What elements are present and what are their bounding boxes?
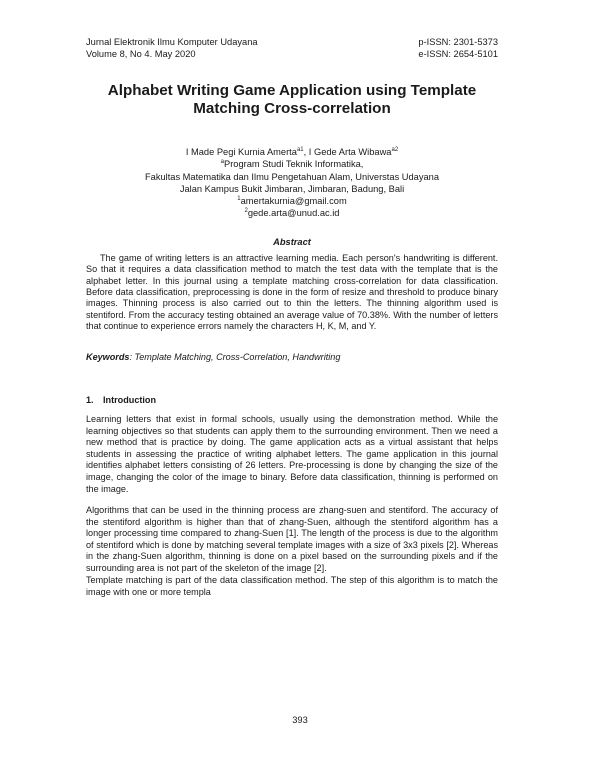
body-paragraph: Template matching is part of the data classification method. The step of this algorithm is to match the image with one or more templa [86, 575, 498, 597]
affiliation-faculty: Fakultas Matematika dan Ilmu Pengetahuan Alam, Universtas Udayana [144, 171, 440, 182]
print-issn: p-ISSN: 2301-5373 [418, 37, 498, 47]
program-name: Program Studi Teknik Informatika, [224, 159, 364, 170]
author-1-sup: a1 [296, 146, 304, 153]
author-1: I Made Pegi Kurnia Amerta [185, 147, 297, 157]
email-2-line [86, 207, 498, 219]
electronic-issn: e-ISSN: 2654-5101 [418, 49, 498, 59]
section-title: Introduction [103, 395, 157, 405]
body-paragraph: Learning letters that exist in formal schools, usually using the demonstration method. While the learning objectives so that students can apply them to the surrounding environment. Then we need a new method that is practice by doing. The game application acts as a virtual assistant that helps students in assessing the practice of writing alphabet letters. The game application in this journal identifies alphabet letters consisting of 26 letters. Pre-processing is done by changing the size of the image, changing the color of the image to binary. Before data classification, thinning is performed on the image. [86, 414, 498, 494]
journal-volume: Volume 8, No 4. May 2020 [86, 49, 196, 59]
page-number: 393 [292, 715, 308, 725]
keywords-text: : Template Matching, Cross-Correlation, Handwriting [129, 352, 341, 362]
running-header-left [86, 36, 258, 60]
affiliation-sup: a [220, 159, 224, 166]
paper-title: Alphabet Writing Game Application using Template Matching Cross-correlation [107, 82, 477, 117]
keywords-label: Keywords [86, 352, 130, 362]
author-2-sup: a2 [391, 146, 399, 153]
running-header-right [418, 36, 498, 60]
email-1-sup: 1 [237, 196, 241, 203]
author-line [86, 146, 498, 158]
keywords-line [86, 352, 498, 362]
abstract-heading: Abstract [273, 237, 311, 247]
author-separator: , [303, 147, 309, 157]
abstract-text: The game of writing letters is an attractive learning media. Each person's handwriting is different. So that it requires a data classification method to match the test data with the template that is the alphabet letter. In this journal using a template matching cross-correlation for data classification. Before data classification, preprocessing is done in the form of resize and threshold to produce binary images. Thinning process is also carried out to thin the letters. The thinning algorithm used is stentiford. From the accuracy testing obtained an average value of 70.38%. With the number of letters that continue to experience errors namely the characters H, K, M, and Y. [86, 253, 498, 332]
body-paragraph: Algorithms that can be used in the thinning process are zhang-suen and stentiford. The accuracy of the stentiford algorithm is higher than that of zhang-Suen, although the stentiford algorithm has a longer processing time compared to zhang-Suen [1]. The length of the process is due to the algorithm of stentiford which is done by matching several template images with a size of 3x3 pixels [2]. Whereas in the zhang-Suen algorithm, thinning is done on a pixel based on the surrounding pixels and if the surrounding area is not part of the skeleton of the image [2]. [86, 505, 498, 573]
email-1[interactable]: amertakurnia@gmail.com [240, 196, 347, 207]
journal-name: Jurnal Elektronik Ilmu Komputer Udayana [86, 37, 258, 47]
email-1-line [86, 195, 498, 207]
affiliation-address: Jalan Kampus Bukit Jimbaran, Jimbaran, Badung, Bali [179, 183, 405, 194]
author-2: I Gede Arta Wibawa [308, 147, 392, 157]
email-2[interactable]: gede.arta@unud.ac.id [247, 208, 340, 219]
author-block [86, 146, 498, 220]
affiliation-program [86, 158, 498, 170]
email-2-sup: 2 [244, 208, 248, 215]
section-heading [86, 395, 156, 405]
section-number: 1. [86, 395, 94, 405]
